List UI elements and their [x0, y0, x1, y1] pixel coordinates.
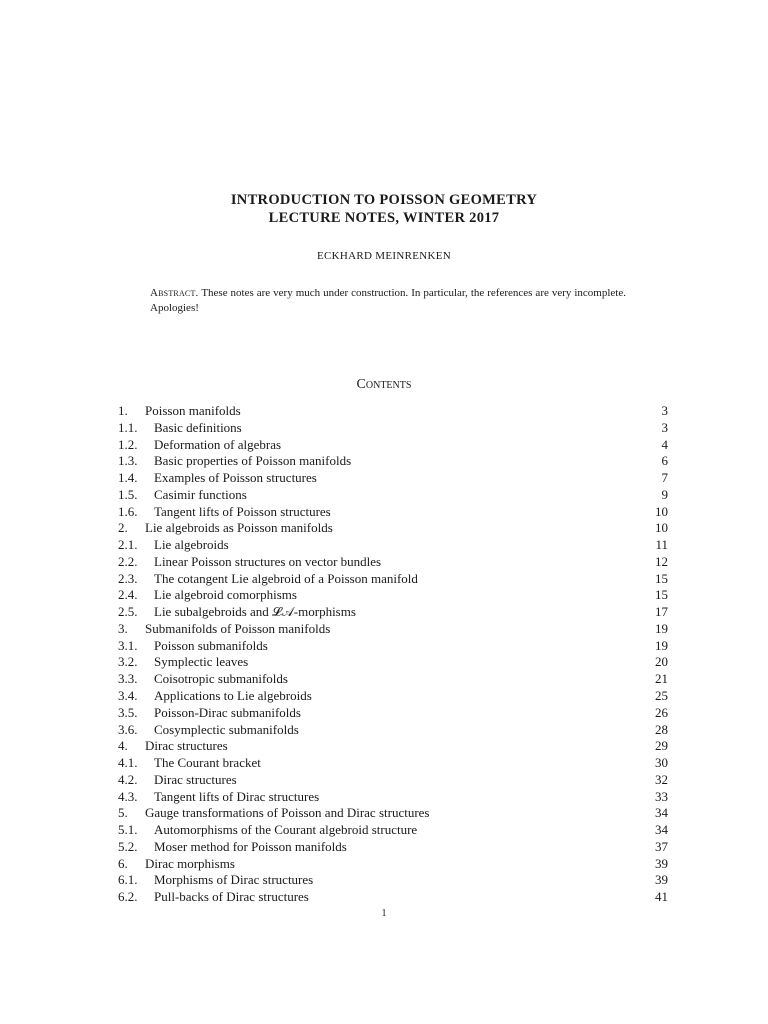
toc-entry[interactable]: [118, 554, 668, 571]
toc-entry-page: 41: [655, 889, 668, 905]
toc-entry-page: 30: [655, 755, 668, 771]
toc-entry-page: 4: [661, 436, 668, 452]
toc-entry-title: Poisson submanifolds: [154, 637, 268, 653]
toc-entry-page: 7: [661, 470, 668, 486]
toc-entry[interactable]: [118, 805, 668, 822]
toc-entry-number: 3.3.: [118, 671, 138, 687]
toc-entry[interactable]: [118, 688, 668, 705]
toc-entry-number: 3.4.: [118, 688, 138, 704]
toc-entry-page: 11: [655, 537, 668, 553]
toc-entry-title: Deformation of algebras: [154, 436, 282, 452]
title-line-2: LECTURE NOTES, WINTER 2017: [268, 210, 500, 226]
toc-entry-title: Basic definitions: [154, 419, 242, 435]
toc-entry-page: 9: [661, 486, 668, 502]
toc-entry-title: Poisson-Dirac submanifolds: [154, 704, 301, 720]
toc-entry-number: 4.1.: [118, 755, 138, 771]
toc-entry-title: Examples of Poisson structures: [154, 470, 317, 486]
toc-entry-number: 5.: [118, 805, 128, 821]
toc-entry-title: Dirac structures: [154, 771, 237, 787]
toc-entry-number: 2.5.: [118, 604, 138, 620]
toc-entry[interactable]: [118, 722, 668, 739]
toc-entry-number: 1.3.: [118, 453, 138, 469]
toc-entry-page: 12: [655, 553, 668, 569]
toc-entry[interactable]: [118, 654, 668, 671]
toc-entry[interactable]: [118, 403, 668, 420]
toc-entry-title: Applications to Lie algebroids: [154, 688, 312, 704]
toc-entry-number: 1.4.: [118, 470, 138, 486]
toc-entry-title: Dirac morphisms: [145, 855, 235, 871]
toc-entry-number: 4.3.: [118, 788, 138, 804]
toc-entry-page: 26: [655, 704, 668, 720]
toc-entry[interactable]: [118, 638, 668, 655]
toc-entry-number: 3.: [118, 620, 128, 636]
toc-entry-number: 3.6.: [118, 721, 138, 737]
toc-entry-page: 15: [655, 570, 668, 586]
abstract-label: Abstract.: [150, 287, 199, 299]
toc-entry-title: Moser method for Poisson manifolds: [154, 838, 347, 854]
toc-entry-number: 2.2.: [118, 553, 138, 569]
toc-entry-number: 6.2.: [118, 889, 138, 905]
toc-entry-page: 34: [655, 822, 668, 838]
toc-entry-page: 3: [661, 403, 668, 418]
author-name: ECKHARD MEINRENKEN: [316, 250, 452, 262]
toc-entry-page: 33: [655, 788, 668, 804]
toc-entry[interactable]: [118, 571, 668, 588]
toc-entry[interactable]: [118, 839, 668, 856]
toc-entry[interactable]: [118, 604, 668, 621]
toc-entry[interactable]: [118, 437, 668, 454]
toc-entry[interactable]: [118, 487, 668, 504]
toc-entry-number: 6.: [118, 855, 128, 871]
toc-entry[interactable]: [118, 504, 668, 521]
toc-entry[interactable]: [118, 453, 668, 470]
toc-entry-title: Poisson manifolds: [145, 403, 241, 418]
toc-entry-number: 2.: [118, 520, 128, 536]
toc-entry-page: 32: [655, 771, 668, 787]
toc-entry-page: 39: [655, 855, 668, 871]
toc-entry-number: 2.4.: [118, 587, 138, 603]
toc-entry-title: Lie algebroids as Poisson manifolds: [145, 520, 333, 536]
toc-entry-page: 28: [655, 721, 668, 737]
toc-entry-title: Submanifolds of Poisson manifolds: [145, 620, 331, 636]
toc-entry[interactable]: [118, 520, 668, 537]
toc-entry-page: 10: [655, 503, 668, 519]
toc-entry-page: 3: [661, 419, 668, 435]
toc-entry-title: Dirac structures: [145, 738, 228, 754]
table-of-contents: [118, 403, 668, 906]
toc-entry-number: 1.1.: [118, 419, 138, 435]
toc-entry-title: Pull-backs of Dirac structures: [154, 889, 309, 905]
toc-entry-title: Lie algebroid comorphisms: [154, 587, 297, 603]
toc-entry-number: 1.: [118, 403, 128, 418]
toc-entry-number: 1.2.: [118, 436, 138, 452]
toc-entry-number: 4.2.: [118, 771, 138, 787]
toc-entry-page: 19: [655, 620, 668, 636]
toc-entry-page: 34: [655, 805, 668, 821]
toc-entry-number: 2.3.: [118, 570, 138, 586]
toc-entry-page: 37: [655, 838, 668, 854]
toc-entry[interactable]: [118, 772, 668, 789]
toc-entry-number: 4.: [118, 738, 128, 754]
title-line-1: INTRODUCTION TO POISSON GEOMETRY: [230, 192, 538, 208]
toc-entry[interactable]: [118, 755, 668, 772]
toc-entry-title: The Courant bracket: [154, 755, 261, 771]
toc-entry-title: The cotangent Lie algebroid of a Poisson manifold: [154, 570, 418, 586]
abstract-text: These notes are very much under construction. In particular, the references are very incomplete. Apologies!: [150, 287, 626, 314]
toc-entry-number: 3.1.: [118, 637, 138, 653]
toc-entry[interactable]: [118, 537, 668, 554]
toc-entry[interactable]: [118, 789, 668, 806]
toc-entry-title: Casimir functions: [154, 486, 247, 502]
toc-entry[interactable]: [118, 822, 668, 839]
toc-entry[interactable]: [118, 889, 668, 906]
toc-entry[interactable]: [118, 621, 668, 638]
toc-entry-title: Lie algebroids: [154, 537, 229, 553]
page-number: 1: [381, 908, 387, 919]
toc-entry-page: 25: [655, 688, 668, 704]
toc-entry[interactable]: [118, 587, 668, 604]
toc-entry-page: 6: [661, 453, 668, 469]
toc-entry-page: 17: [655, 604, 668, 620]
toc-entry-number: 3.2.: [118, 654, 138, 670]
toc-entry[interactable]: [118, 420, 668, 437]
toc-entry-number: 1.5.: [118, 486, 138, 502]
toc-entry-number: 1.6.: [118, 503, 138, 519]
toc-entry-page: 39: [655, 872, 668, 888]
toc-entry-title: Basic properties of Poisson manifolds: [154, 453, 352, 469]
toc-entry-page: 19: [655, 637, 668, 653]
toc-entry-title: Gauge transformations of Poisson and Dirac structures: [145, 805, 430, 821]
abstract: [150, 286, 626, 316]
toc-entry-page: 21: [655, 671, 668, 687]
contents-heading: Contents: [356, 377, 412, 392]
toc-entry[interactable]: [118, 872, 668, 889]
toc-entry-title: Cosymplectic submanifolds: [154, 721, 299, 737]
toc-entry-title: Symplectic leaves: [154, 654, 249, 670]
toc-entry[interactable]: [118, 738, 668, 755]
toc-entry-title: Lie subalgebroids and 𝓛𝒜-morphisms: [154, 604, 356, 620]
toc-entry[interactable]: [118, 470, 668, 487]
toc-entry-number: 5.1.: [118, 822, 138, 838]
toc-entry-number: 2.1.: [118, 537, 138, 553]
toc-entry-number: 5.2.: [118, 838, 138, 854]
toc-entry-title: Automorphisms of the Courant algebroid structure: [154, 822, 418, 838]
toc-entry-page: 29: [655, 738, 668, 754]
toc-entry-title: Coisotropic submanifolds: [154, 671, 288, 687]
toc-entry-number: 3.5.: [118, 704, 138, 720]
toc-entry-number: 6.1.: [118, 872, 138, 888]
toc-entry[interactable]: [118, 671, 668, 688]
toc-entry[interactable]: [118, 856, 668, 873]
toc-entry-title: Tangent lifts of Dirac structures: [154, 788, 320, 804]
toc-entry-page: 20: [655, 654, 668, 670]
toc-entry-page: 15: [655, 587, 668, 603]
toc-entry-title: Morphisms of Dirac structures: [154, 872, 314, 888]
toc-entry-page: 10: [655, 520, 668, 536]
toc-entry-title: Linear Poisson structures on vector bundles: [154, 553, 382, 569]
toc-entry[interactable]: [118, 705, 668, 722]
toc-entry-title: Tangent lifts of Poisson structures: [154, 503, 331, 519]
